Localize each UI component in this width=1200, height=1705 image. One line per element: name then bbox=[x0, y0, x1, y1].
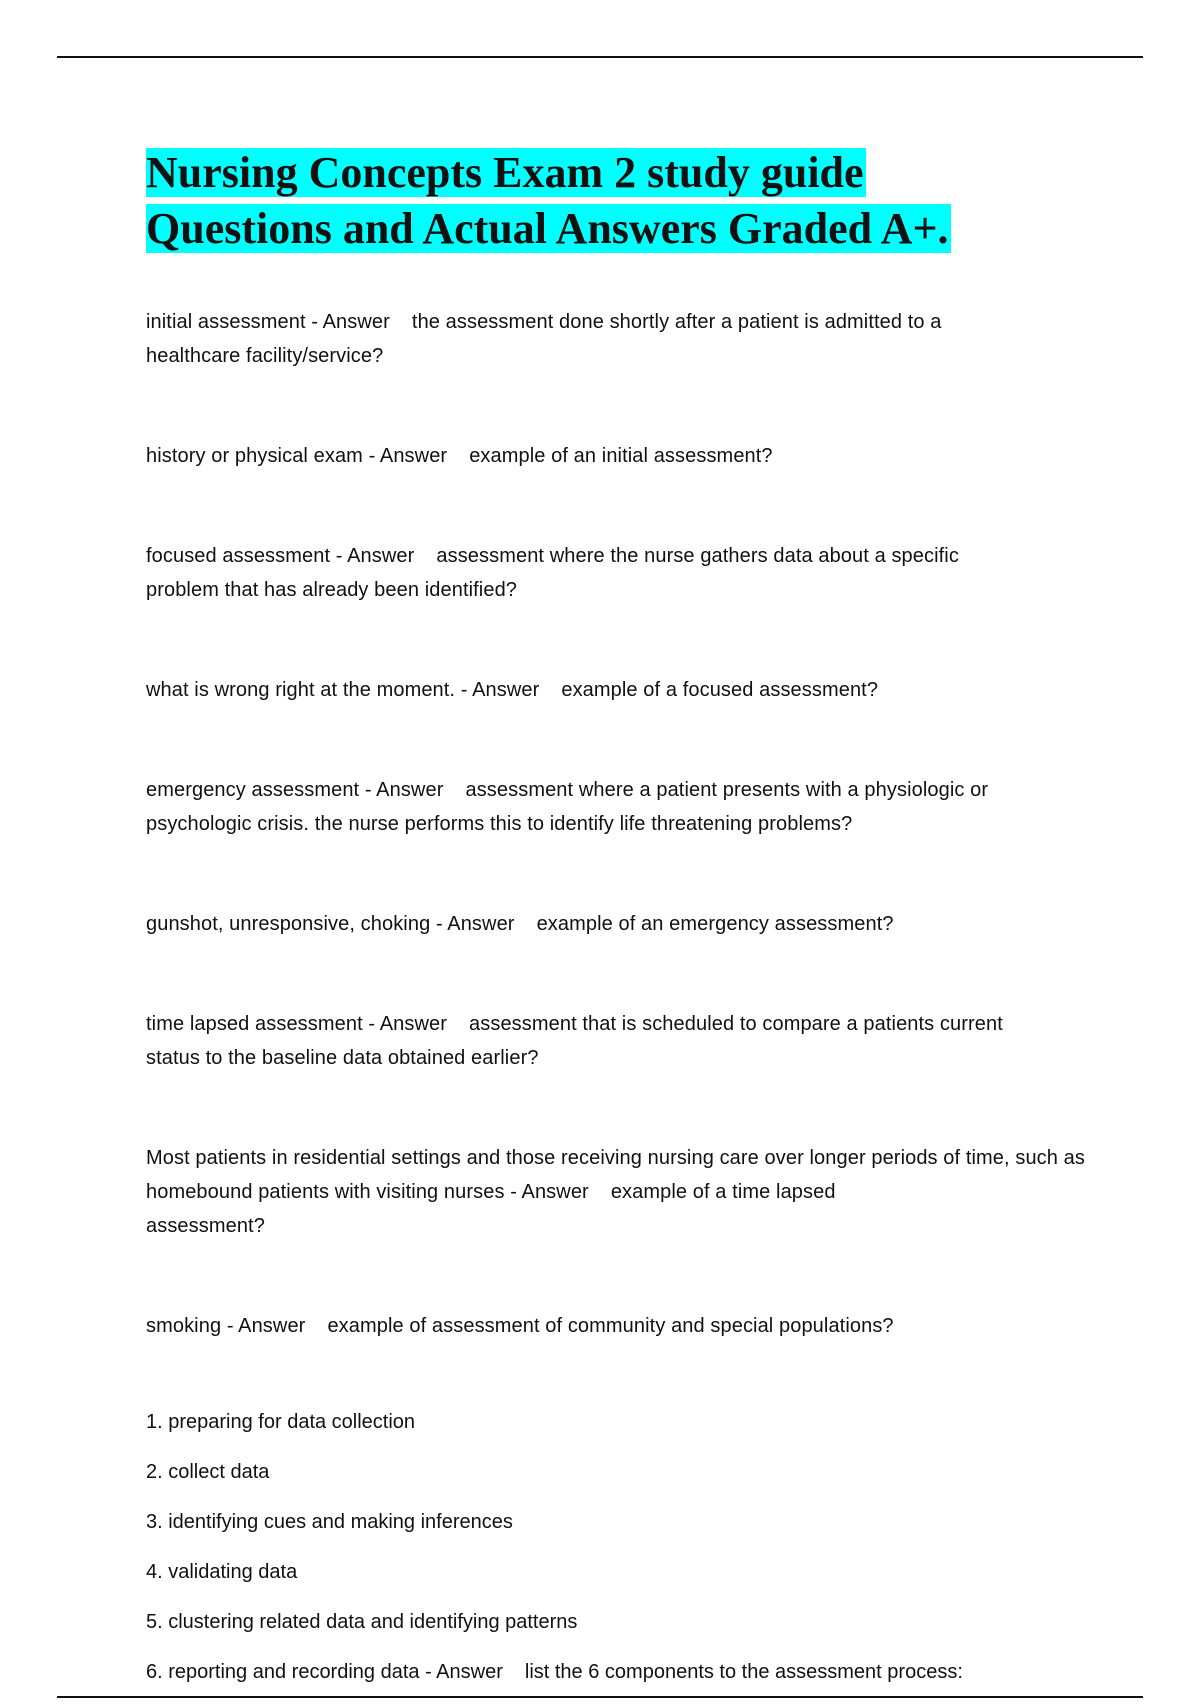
qa-item bbox=[146, 673, 1086, 707]
list-item: 5. clustering related data and identifying patterns bbox=[146, 1611, 578, 1633]
qa-term: Most patients in residential settings and those receiving nursing care over longer periods of time, such as homebound patients with visiting nurses - Answer bbox=[146, 1147, 1085, 1203]
qa-question-cont: assessment? bbox=[146, 1215, 265, 1237]
qa-item bbox=[146, 439, 1086, 473]
qa-item bbox=[146, 1141, 1086, 1243]
qa-question: example of an emergency assessment? bbox=[536, 913, 894, 935]
qa-question: example of assessment of community and special populations? bbox=[327, 1315, 894, 1337]
step-term: 6. reporting and recording data - Answer bbox=[146, 1661, 503, 1683]
list-item: 3. identifying cues and making inferences bbox=[146, 1511, 513, 1533]
list-item bbox=[146, 1655, 1086, 1689]
list-item: 4. validating data bbox=[146, 1561, 298, 1583]
qa-question: example of a time lapsed bbox=[610, 1181, 836, 1203]
qa-item bbox=[146, 773, 1086, 841]
qa-term: time lapsed assessment - Answer bbox=[146, 1013, 448, 1035]
qa-term: focused assessment - Answer bbox=[146, 545, 415, 567]
list-item: 1. preparing for data collection bbox=[146, 1411, 416, 1433]
qa-item bbox=[146, 1309, 1086, 1343]
qa-term: emergency assessment - Answer bbox=[146, 779, 444, 801]
title-line-2: Questions and Actual Answers Graded A+. bbox=[146, 204, 949, 253]
title-line-1: Nursing Concepts Exam 2 study guide bbox=[146, 148, 864, 197]
steps-question: list the 6 components to the assessment process: bbox=[524, 1661, 963, 1683]
document-title bbox=[146, 145, 1086, 257]
qa-question: example of an initial assessment? bbox=[469, 445, 773, 467]
qa-question: example of a focused assessment? bbox=[561, 679, 879, 701]
qa-question: assessment where a patient presents with a physiologic or bbox=[465, 779, 989, 801]
qa-question-cont: status to the baseline data obtained earlier? bbox=[146, 1047, 539, 1069]
qa-term: initial assessment - Answer bbox=[146, 311, 390, 333]
qa-term: history or physical exam - Answer bbox=[146, 445, 448, 467]
qa-question: the assessment done shortly after a patient is admitted to a bbox=[411, 311, 942, 333]
qa-item bbox=[146, 1007, 1086, 1075]
qa-term: smoking - Answer bbox=[146, 1315, 306, 1337]
top-divider bbox=[57, 56, 1143, 58]
qa-question: assessment that is scheduled to compare a patients current bbox=[469, 1013, 1003, 1035]
qa-term: what is wrong right at the moment. - Answer bbox=[146, 679, 540, 701]
qa-question-cont: problem that has already been identified? bbox=[146, 579, 518, 601]
document-body bbox=[146, 145, 1086, 1705]
qa-item bbox=[146, 907, 1086, 941]
qa-question-cont: healthcare facility/service? bbox=[146, 345, 384, 367]
qa-question-cont: psychologic crisis. the nurse performs this to identify life threatening problems? bbox=[146, 813, 853, 835]
assessment-steps-list bbox=[146, 1405, 1086, 1689]
list-item: 2. collect data bbox=[146, 1461, 270, 1483]
qa-question: assessment where the nurse gathers data about a specific bbox=[436, 545, 959, 567]
qa-item bbox=[146, 539, 1086, 607]
qa-term: gunshot, unresponsive, choking - Answer bbox=[146, 913, 515, 935]
bottom-divider bbox=[57, 1696, 1143, 1698]
qa-list bbox=[146, 305, 1086, 1689]
qa-item bbox=[146, 305, 1086, 373]
